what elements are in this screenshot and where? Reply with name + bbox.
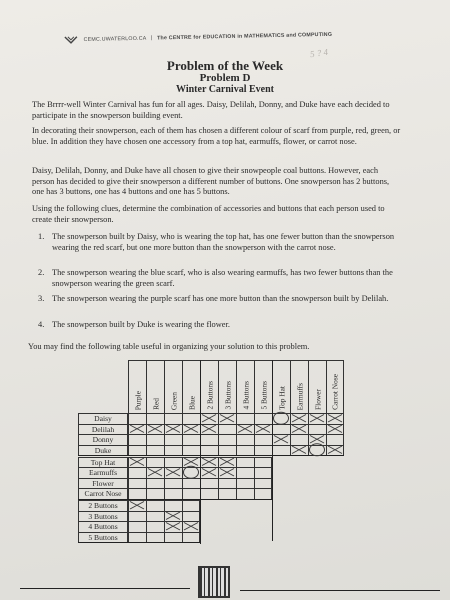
- grid-row-label: Top Hat: [78, 457, 128, 468]
- bottom-rule: [20, 588, 190, 589]
- x-mark: [148, 425, 162, 433]
- x-mark: [130, 458, 144, 466]
- scarf-paragraph: In decorating their snowperson, each of them has chosen a different colour of scarf from purple, red, green, or blue. In addition they have chosen one accessory from a top hat, earmuffs, flower, or carrot nose.: [32, 126, 401, 146]
- grid-column-label: Flower: [313, 389, 322, 410]
- grid-column-label: 5 Buttons: [259, 381, 268, 410]
- clue-text: The snowperson built by Duke is wearing the flower.: [52, 320, 230, 329]
- header-centre: The CENTRE for EDUCATION in MATHEMATICS and COMPUTING: [157, 31, 333, 42]
- x-mark: [166, 523, 180, 531]
- circle-mark: [184, 466, 199, 478]
- grid-column-label: 2 Buttons: [205, 381, 214, 410]
- grid-row-label: 3 Buttons: [78, 511, 128, 522]
- clue-text: The snowperson built by Daisy, who is wearing the top hat, has one fewer button than the snowperson wearing the red scarf, but one more button than the snowperson with the carrot nose.: [52, 232, 395, 252]
- x-mark: [220, 469, 234, 477]
- grid-column-label: Earmuffs: [295, 382, 304, 410]
- x-mark: [274, 436, 288, 444]
- x-mark: [238, 425, 252, 433]
- event-title: Winter Carnival Event: [176, 84, 274, 95]
- circle-mark: [310, 444, 325, 456]
- clue-number: 1.: [38, 232, 45, 241]
- x-mark: [184, 523, 198, 531]
- x-mark: [166, 425, 180, 433]
- x-mark: [166, 469, 180, 477]
- x-mark: [184, 458, 198, 466]
- x-mark: [292, 415, 306, 423]
- x-mark: [292, 446, 306, 454]
- grid-column-label: Blue: [187, 396, 196, 410]
- x-mark: [328, 446, 342, 454]
- grid-column-label: Red: [151, 398, 160, 410]
- x-mark: [310, 415, 324, 423]
- grid-row-label: Flower: [78, 478, 128, 489]
- x-mark: [202, 458, 216, 466]
- clue-number: 4.: [38, 320, 45, 329]
- grid-row-label: Earmuffs: [78, 467, 128, 478]
- x-mark: [292, 425, 306, 433]
- problem-label: Problem D: [199, 72, 251, 84]
- instructions-paragraph: Using the following clues, determine the combination of accessories and buttons that each person used to create their snowperson.: [32, 204, 385, 224]
- header-separator: |: [150, 35, 153, 42]
- x-mark: [166, 512, 180, 520]
- x-mark: [130, 502, 144, 510]
- clue-text: The snowperson wearing the purple scarf has one more button than the snowperson built by Delilah.: [52, 294, 389, 303]
- x-mark: [256, 425, 270, 433]
- x-mark: [202, 415, 216, 423]
- x-mark: [202, 469, 216, 477]
- x-mark: [220, 415, 234, 423]
- grid-row-label: 2 Buttons: [78, 500, 128, 511]
- page-title: Problem of the Week: [166, 58, 284, 73]
- x-mark: [148, 469, 162, 477]
- x-mark: [220, 458, 234, 466]
- clue-number: 3.: [38, 294, 45, 303]
- x-mark: [310, 436, 324, 444]
- handwritten-scribble: 5 ? 4: [309, 46, 329, 60]
- grid-row-label: Delilah: [78, 424, 128, 435]
- grid-row-label: Daisy: [78, 413, 128, 424]
- grid-row-label: 5 Buttons: [78, 532, 128, 543]
- x-mark: [328, 415, 342, 423]
- grid-column-label: 3 Buttons: [223, 381, 232, 410]
- circle-mark: [274, 412, 289, 424]
- x-mark: [184, 425, 198, 433]
- grid-row-label: 4 Buttons: [78, 521, 128, 532]
- grid-column-label: Green: [169, 391, 178, 410]
- clue-number: 2.: [38, 268, 45, 277]
- grid-column-label: Carrot Nose: [330, 374, 340, 410]
- grid-column-label: Purple: [133, 390, 142, 410]
- grid-column-label: Top Hat: [277, 386, 286, 410]
- header-site: CEMC.UWATERLOO.CA: [83, 35, 147, 43]
- table-note: You may find the following table useful in organizing your solution to this problem.: [28, 342, 310, 351]
- clue-text: The snowperson wearing the blue scarf, who is also wearing earmuffs, has two fewer buttons than the snowperson wearing the green scarf.: [52, 268, 393, 288]
- x-mark: [328, 425, 342, 433]
- x-mark: [130, 425, 144, 433]
- x-mark: [202, 425, 216, 433]
- grid-column-label: 4 Buttons: [241, 381, 250, 410]
- grid-row-label: Donny: [78, 434, 128, 445]
- grid-row-label: Carrot Nose: [78, 488, 128, 499]
- qr-code-icon: [198, 566, 230, 598]
- intro-paragraph: The Brrrr-well Winter Carnival has fun for all ages. Daisy, Delilah, Donny, and Duke have each decided to participate in the snowperson building event.: [32, 100, 390, 120]
- grid-row-label: Duke: [78, 445, 128, 456]
- bottom-rule: [240, 590, 440, 591]
- buttons-paragraph: Daisy, Delilah, Donny, and Duke have all chosen to give their snowpeople coal buttons. However, each person has decided to give their snowperson a different number of buttons. One snowperson has 2 buttons, one has 3 buttons, one has 4 buttons and one has 5 buttons.: [32, 166, 390, 197]
